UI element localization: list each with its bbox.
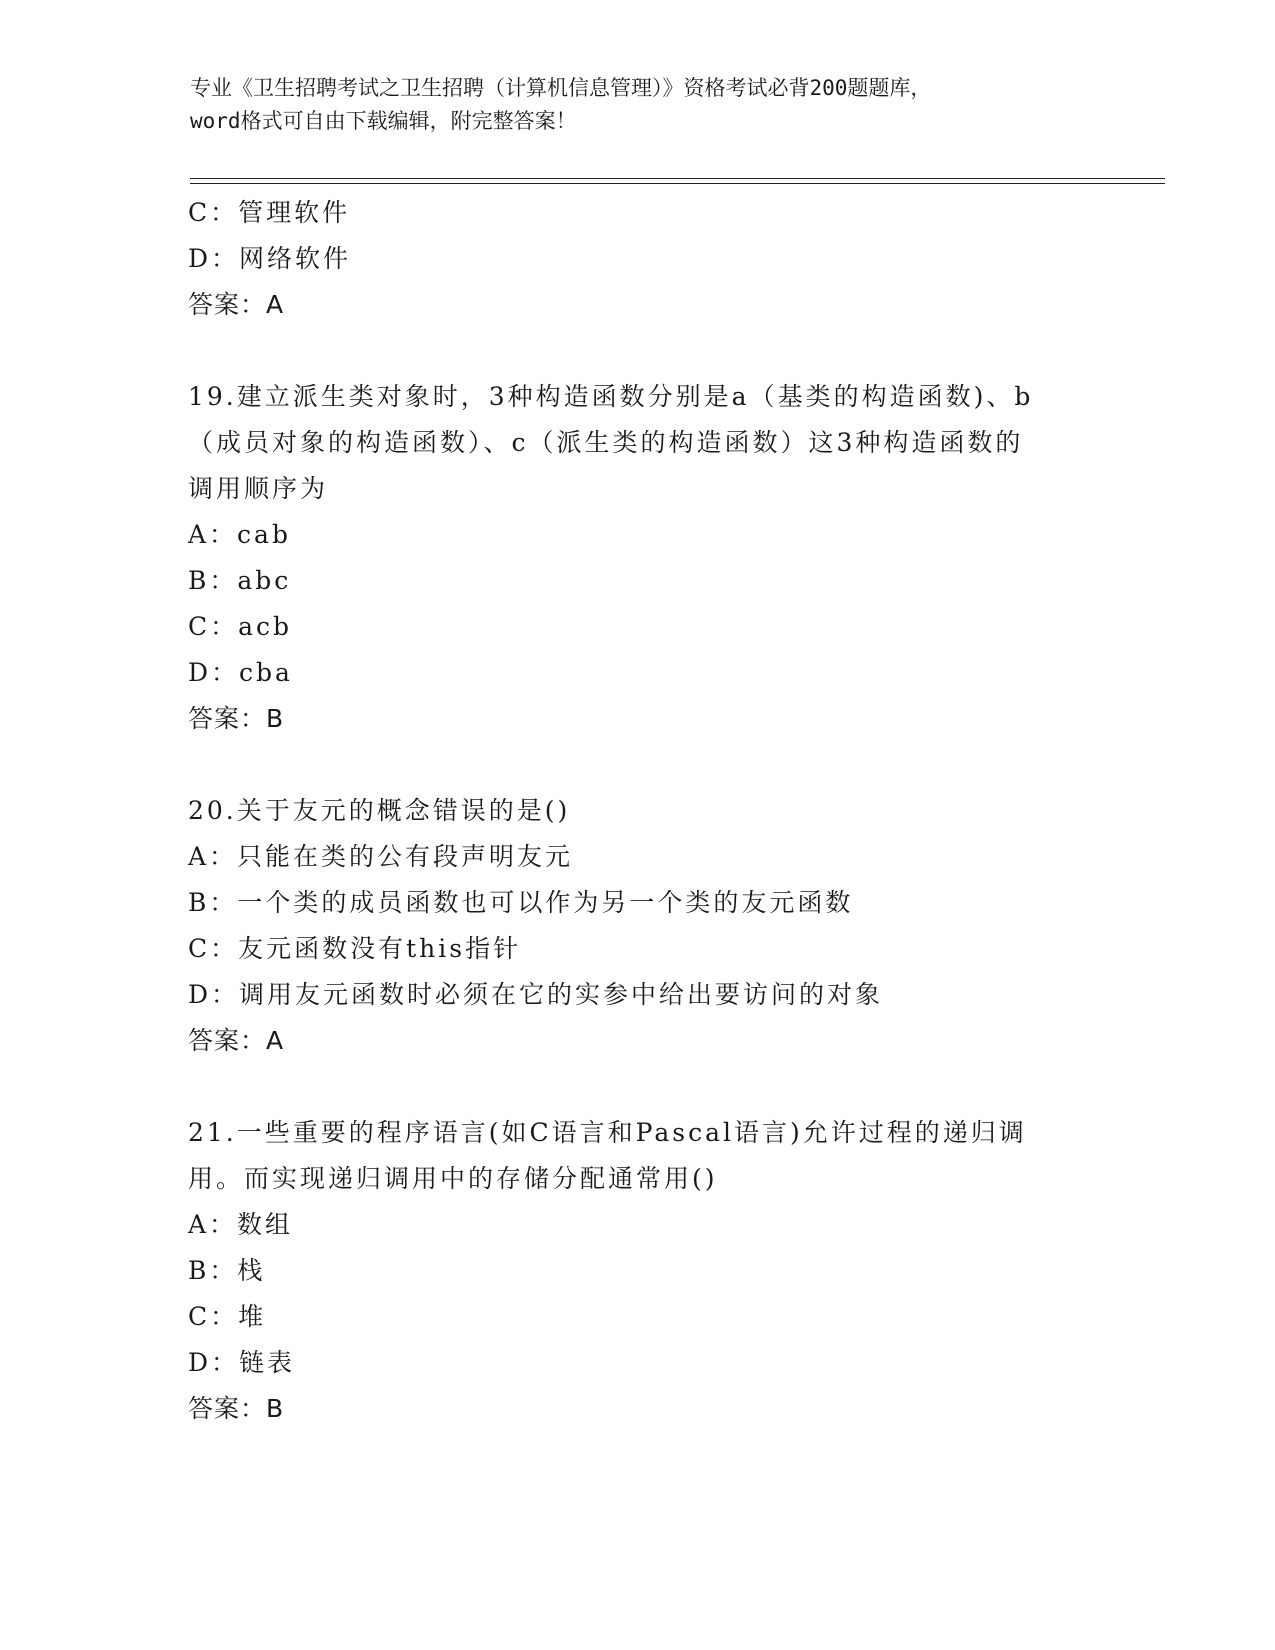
question-stem-line: 20.关于友元的概念错误的是()	[188, 796, 571, 825]
option-a: A：只能在类的公有段声明友元	[188, 842, 574, 871]
header-rule-top	[190, 178, 1165, 179]
option-d: D：网络软件	[188, 244, 352, 273]
option-c: C：堆	[188, 1302, 267, 1331]
question-stem-line: 用。而实现递归调用中的存储分配通常用()	[188, 1164, 718, 1193]
question-21	[188, 1110, 1088, 1432]
question-stem-line: 21.一些重要的程序语言(如C语言和Pascal语言)允许过程的递归调	[188, 1118, 1027, 1147]
answer: 答案：B	[188, 704, 285, 733]
question-20	[188, 788, 1088, 1064]
option-b: B：一个类的成员函数也可以作为另一个类的友元函数	[188, 888, 854, 917]
header-rule-bottom	[190, 183, 1165, 184]
prev-question-tail	[188, 190, 1088, 328]
header-title-line-1: 专业《卫生招聘考试之卫生招聘（计算机信息管理）》资格考试必背200题题库，	[190, 76, 932, 100]
question-stem-line: （成员对象的构造函数）、c（派生类的构造函数）这3种构造函数的	[188, 428, 1024, 457]
spacer	[188, 328, 1088, 374]
option-a: A：数组	[188, 1210, 294, 1239]
header-title-line-2: word格式可自由下载编辑，附完整答案！	[190, 109, 577, 133]
option-d: D：cba	[188, 658, 293, 687]
option-d: D：调用友元函数时必须在它的实参中给出要访问的对象	[188, 980, 884, 1009]
question-stem-line: 调用顺序为	[188, 474, 329, 503]
spacer	[188, 742, 1088, 788]
answer: 答案：A	[188, 290, 285, 319]
option-c: C：友元函数没有this指针	[188, 934, 522, 963]
option-b: B：栈	[188, 1256, 266, 1285]
option-c: C：管理软件	[188, 198, 351, 227]
answer: 答案：A	[188, 1026, 285, 1055]
option-b: B：abc	[188, 566, 292, 595]
question-19	[188, 374, 1088, 742]
document-header	[190, 72, 1090, 138]
answer: 答案：B	[188, 1394, 285, 1423]
question-content	[188, 190, 1088, 1432]
spacer	[188, 1064, 1088, 1110]
option-a: A：cab	[188, 520, 291, 549]
option-c: C：acb	[188, 612, 293, 641]
option-d: D：链表	[188, 1348, 296, 1377]
question-stem-line: 19.建立派生类对象时，3种构造函数分别是a（基类的构造函数)、b	[188, 382, 1034, 411]
